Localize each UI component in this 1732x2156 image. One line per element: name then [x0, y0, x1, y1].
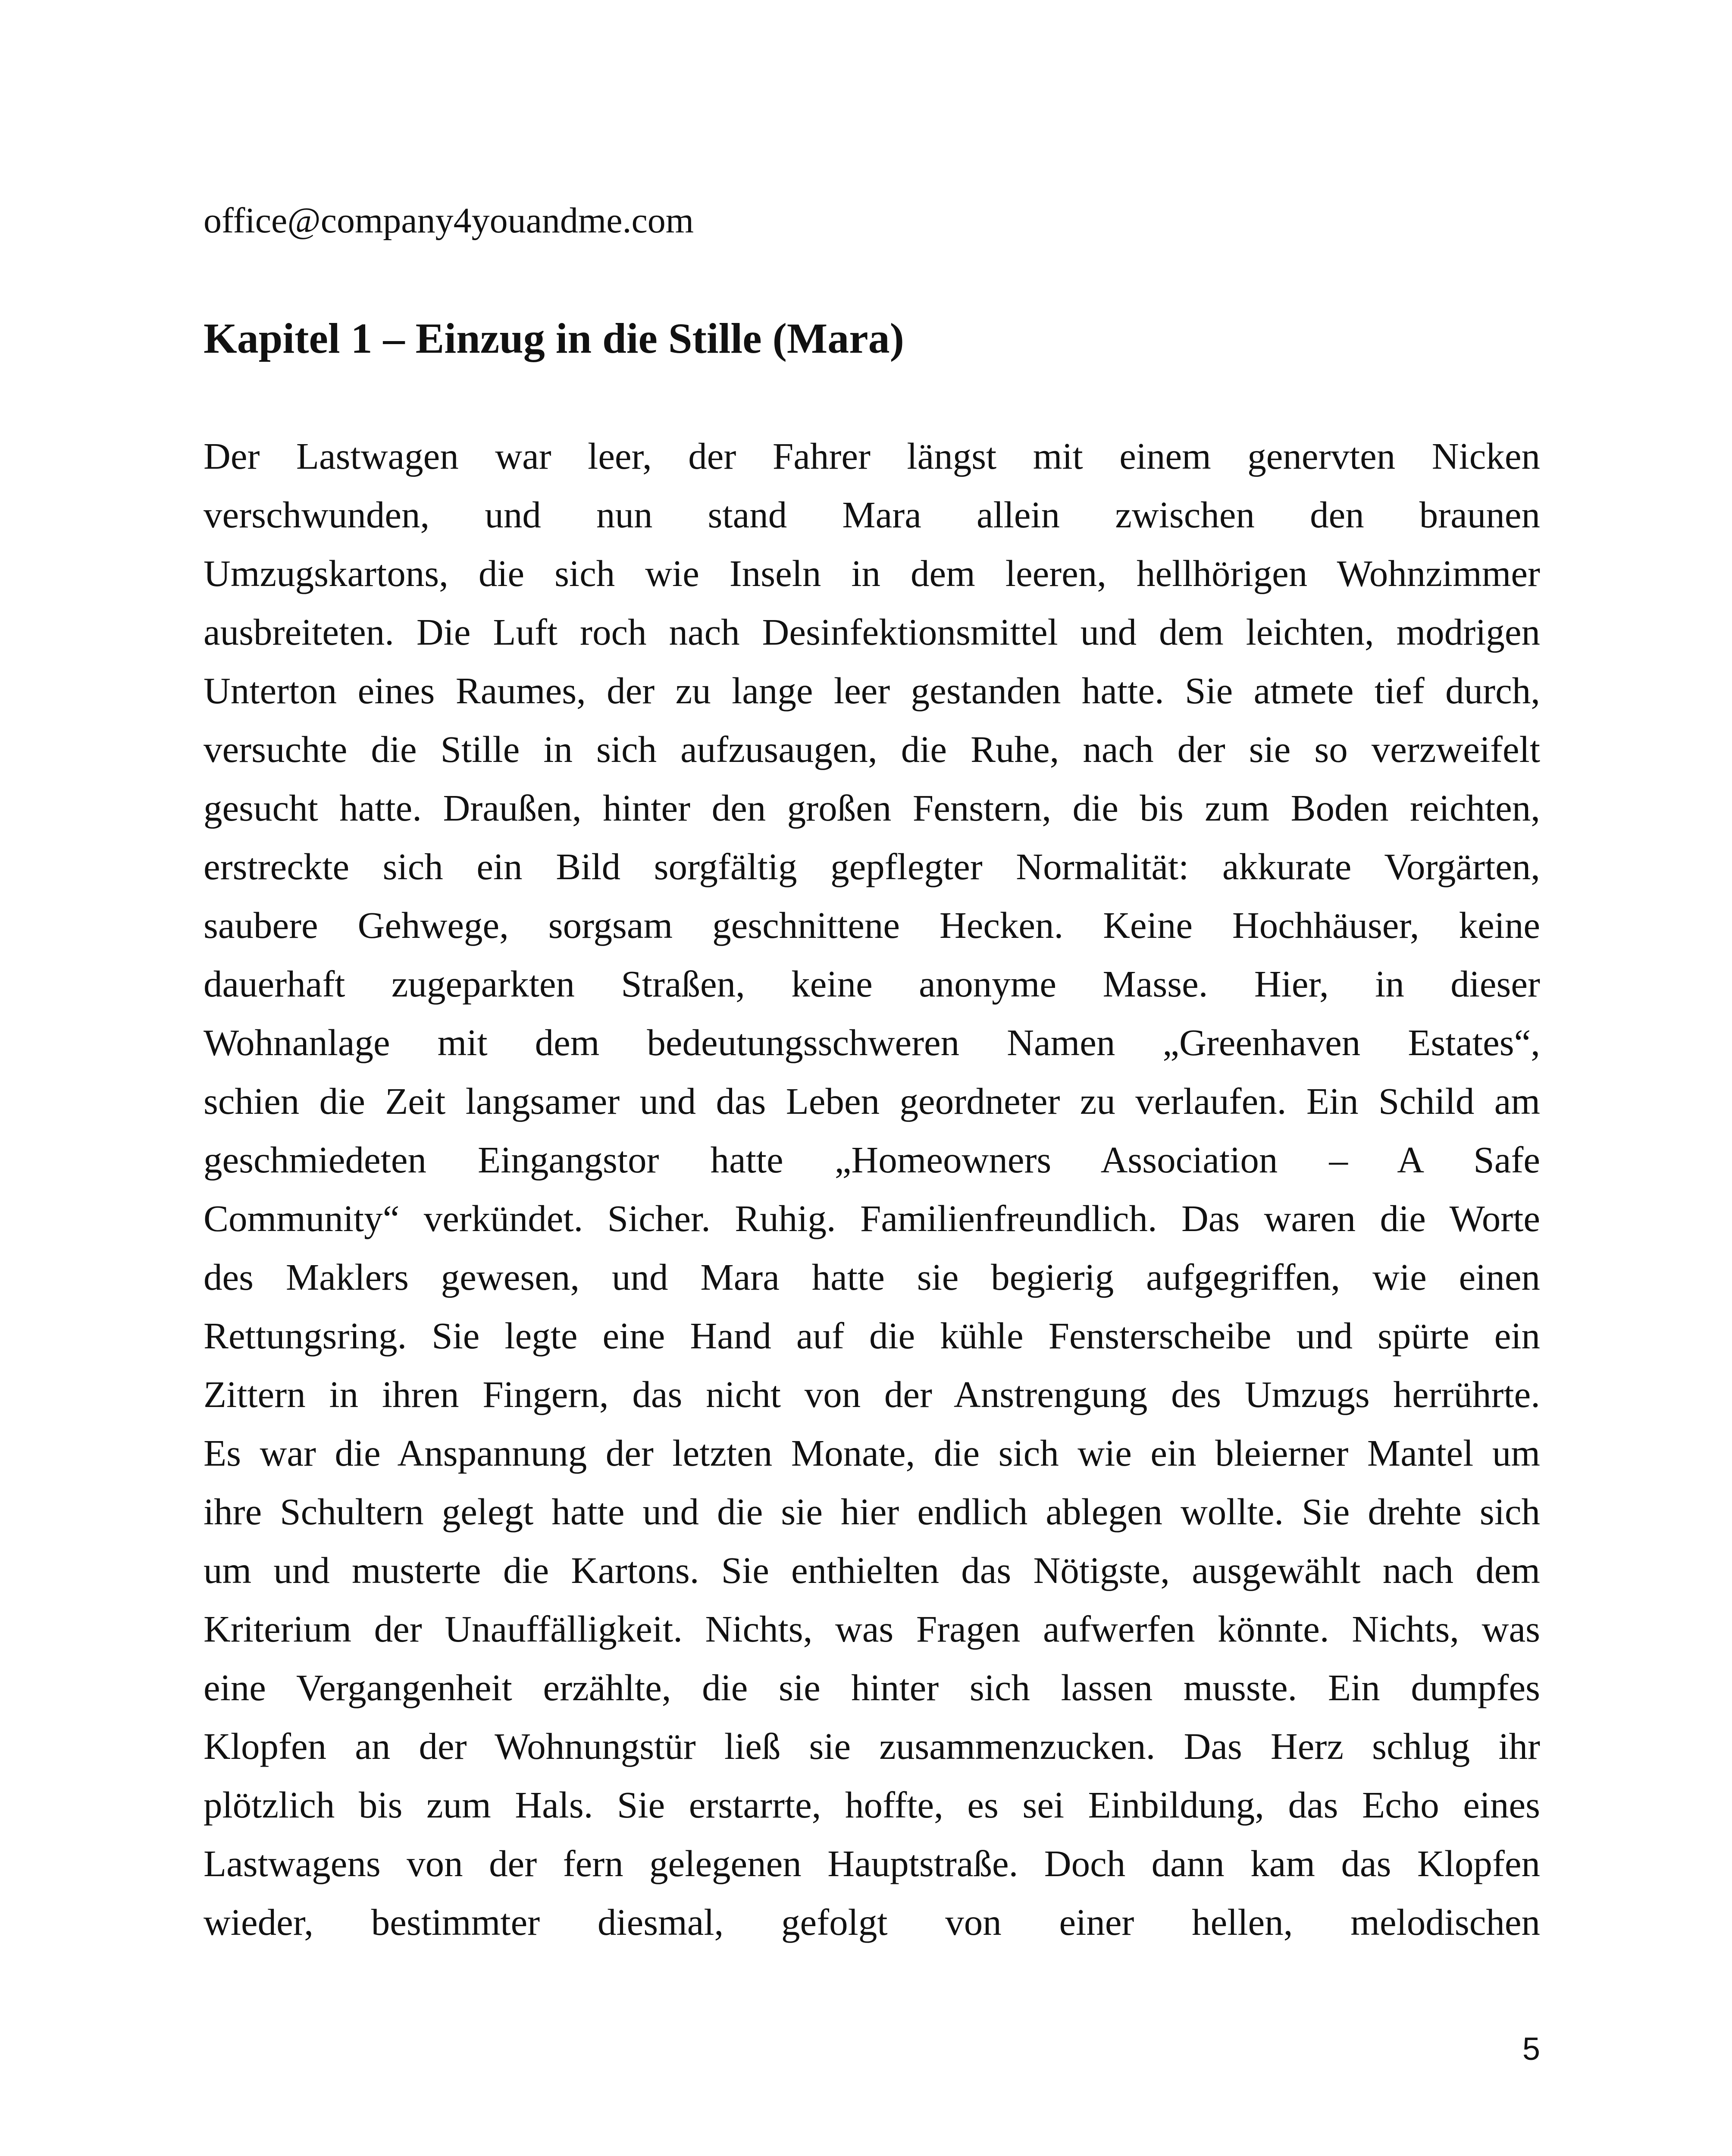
body-line: schien die Zeit langsamer und das Leben geordneter zu verlaufen. Ein Schild am	[204, 1080, 1540, 1122]
body-line: saubere Gehwege, sorgsam geschnittene Hecken. Keine Hochhäuser, keine	[204, 904, 1540, 946]
chapter-body-text	[204, 427, 1540, 1952]
body-line: Community“ verkündet. Sicher. Ruhig. Familienfreundlich. Das waren die Worte	[204, 1197, 1540, 1239]
body-line: Lastwagens von der fern gelegenen Hauptstraße. Doch dann kam das Klopfen	[204, 1843, 1540, 1884]
body-line: erstreckte sich ein Bild sorgfältig gepflegter Normalität: akkurate Vorgärten,	[204, 846, 1540, 887]
body-line: versuchte die Stille in sich aufzusaugen, die Ruhe, nach der sie so verzweifelt	[204, 728, 1540, 770]
body-line: des Maklers gewesen, und Mara hatte sie begierig aufgegriffen, wie einen	[204, 1256, 1540, 1298]
body-line: Zittern in ihren Fingern, das nicht von der Anstrengung des Umzugs herrührte.	[204, 1373, 1540, 1415]
body-line: geschmiedeten Eingangstor hatte „Homeowners Association – A Safe	[204, 1139, 1540, 1181]
body-line: wieder, bestimmter diesmal, gefolgt von einer hellen, melodischen	[204, 1901, 1540, 1943]
body-line: Unterton eines Raumes, der zu lange leer gestanden hatte. Sie atmete tief durch,	[204, 670, 1540, 711]
body-line: Rettungsring. Sie legte eine Hand auf die kühle Fensterscheibe und spürte ein	[204, 1315, 1540, 1357]
body-line: Der Lastwagen war leer, der Fahrer längst mit einem genervten Nicken	[204, 435, 1540, 477]
body-line: plötzlich bis zum Hals. Sie erstarrte, hoffte, es sei Einbildung, das Echo eines	[204, 1784, 1540, 1826]
body-line: Klopfen an der Wohnungstür ließ sie zusammenzucken. Das Herz schlug ihr	[204, 1725, 1540, 1767]
page-number: 5	[1522, 2031, 1540, 2067]
body-line: dauerhaft zugeparkten Straßen, keine anonyme Masse. Hier, in dieser	[204, 963, 1540, 1005]
body-line: verschwunden, und nun stand Mara allein zwischen den braunen	[204, 494, 1540, 536]
body-line: eine Vergangenheit erzählte, die sie hinter sich lassen musste. Ein dumpfes	[204, 1667, 1540, 1708]
body-line: Kriterium der Unauffälligkeit. Nichts, was Fragen aufwerfen könnte. Nichts, was	[204, 1608, 1540, 1650]
body-line: ausbreiteten. Die Luft roch nach Desinfektionsmittel und dem leichten, modrigen	[204, 611, 1540, 653]
body-line: Wohnanlage mit dem bedeutungsschweren Namen „Greenhaven Estates“,	[204, 1022, 1540, 1063]
contact-email: office@company4youandme.com	[204, 201, 694, 241]
chapter-title: Kapitel 1 – Einzug in die Stille (Mara)	[204, 314, 904, 362]
body-line: gesucht hatte. Draußen, hinter den großen Fenstern, die bis zum Boden reichten,	[204, 787, 1540, 829]
body-line: um und musterte die Kartons. Sie enthielten das Nötigste, ausgewählt nach dem	[204, 1549, 1540, 1591]
body-line: Umzugskartons, die sich wie Inseln in dem leeren, hellhörigen Wohnzimmer	[204, 552, 1540, 594]
body-line: Es war die Anspannung der letzten Monate, die sich wie ein bleierner Mantel um	[204, 1432, 1540, 1474]
body-line: ihre Schultern gelegt hatte und die sie hier endlich ablegen wollte. Sie drehte sich	[204, 1491, 1540, 1532]
